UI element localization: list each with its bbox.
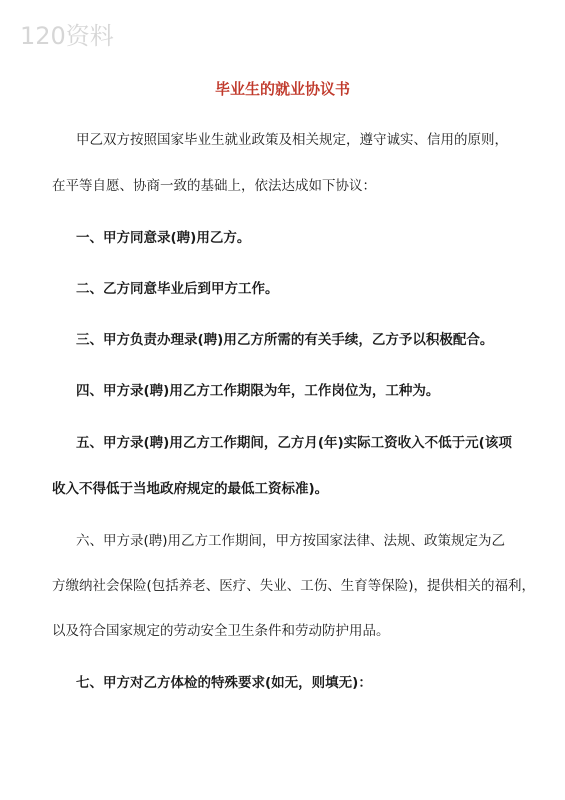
clause-6-line-1: 六、甲方录(聘)用乙方工作期间，甲方按国家法律、法规、政策规定为乙 (76, 533, 506, 549)
clause-2: 二、乙方同意毕业后到甲方工作。 (76, 281, 279, 297)
clause-3: 三、甲方负责办理录(聘)用乙方所需的有关手续，乙方予以积极配合。 (76, 332, 494, 348)
clause-6-line-2: 方缴纳社会保险(包括养老、医疗、失业、工伤、生育等保险)，提供相关的福利， (52, 578, 536, 594)
clause-4: 四、甲方录(聘)用乙方工作期限为年，工作岗位为，工种为。 (76, 383, 440, 399)
clause-1: 一、甲方同意录(聘)用乙方。 (76, 230, 251, 246)
clause-5-line-1: 五、甲方录(聘)用乙方工作期间，乙方月(年)实际工资收入不低于元(该项 (76, 435, 512, 451)
clause-7: 七、甲方对乙方体检的特殊要求(如无，则填无)： (76, 675, 372, 691)
intro-line-1: 甲乙双方按照国家毕业生就业政策及相关规定，遵守诚实、信用的原则， (76, 132, 508, 148)
clause-5-line-2: 收入不得低于当地政府规定的最低工资标准)。 (52, 481, 329, 497)
clause-6-line-3: 以及符合国家规定的劳动安全卫生条件和劳动防护用品。 (52, 623, 390, 639)
document-title: 毕业生的就业协议书 (214, 80, 350, 98)
watermark-logo-text: 120资料 (20, 22, 114, 50)
intro-line-2: 在平等自愿、协商一致的基础上，依法达成如下协议： (52, 178, 376, 194)
